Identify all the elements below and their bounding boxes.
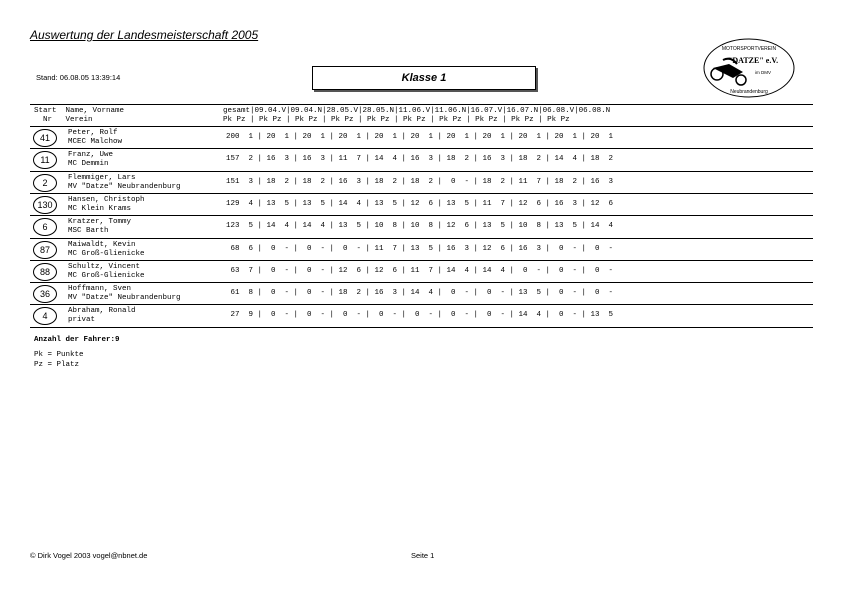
table-row xyxy=(30,216,813,239)
rider-club: MC Groß-Glienicke xyxy=(68,249,145,258)
logo-sub-text: im DMV xyxy=(755,70,771,75)
rider-results: 61 8 | 0 - | 0 - | 18 2 | 16 3 | 14 4 | 0 - | 0 - | 13 5 | 0 - | 0 - xyxy=(226,289,614,298)
rider-club: MCEC Malchow xyxy=(68,138,123,146)
table-row xyxy=(30,172,813,195)
start-number-badge: 6 xyxy=(33,218,57,236)
rider-club: privat xyxy=(68,316,96,325)
start-number-badge: 87 xyxy=(33,241,57,259)
table-row xyxy=(30,194,813,217)
class-title-box xyxy=(312,66,536,90)
rider-results: 68 6 | 0 - | 0 - | 0 - | 11 7 | 13 5 | 16 3 | 12 6 | 16 3 | 0 - | 0 - xyxy=(226,244,614,253)
divider xyxy=(30,327,813,328)
table-row xyxy=(30,261,813,284)
legend-pz: Pz = Platz xyxy=(34,361,80,369)
rider-name: Abraham, Ronald xyxy=(68,307,136,316)
legend-pk: Pk = Punkte xyxy=(34,351,84,359)
rider-club: MC Klein Krams xyxy=(68,204,132,213)
rider-results: 151 3 | 18 2 | 18 2 | 16 3 | 18 2 | 18 2 | 0 - | 18 2 | 11 7 | 18 2 | 16 3 xyxy=(226,177,614,186)
table-row xyxy=(30,283,813,306)
table-row xyxy=(30,305,813,328)
table-row xyxy=(30,239,813,262)
rider-results: 200 1 | 20 1 | 20 1 | 20 1 | 20 1 | 20 1 | 20 1 | 20 1 | 20 1 | 20 1 | 20 1 xyxy=(226,133,614,141)
table-header-line1: Start Name, Vorname gesamt|09.04.V|09.04.N|28.05.V|28.05.N|11.06.V|11.06.N|16.07.V|16.07.N|06.08.V|06.08.N xyxy=(34,107,611,115)
rider-name: Hansen, Christoph xyxy=(68,195,145,204)
document-title: Auswertung der Landesmeisterschaft 2005 xyxy=(30,28,259,42)
start-number-badge: 36 xyxy=(33,285,57,303)
copyright: © Dirk Vogel 2003 vogel@nbnet.de xyxy=(30,551,148,560)
rider-count: Anzahl der Fahrer:9 xyxy=(34,336,120,344)
rider-results: 63 7 | 0 - | 0 - | 12 6 | 12 6 | 11 7 | 14 4 | 14 4 | 0 - | 0 - | 0 - xyxy=(226,266,614,275)
rider-club: MV "Datze" Neubrandenburg xyxy=(68,294,181,303)
rider-results: 27 9 | 0 - | 0 - | 0 - | 0 - | 0 - | 0 - | 0 - | 14 4 | 0 - | 13 5 xyxy=(226,311,614,320)
table-header-line2: Nr Verein Pk Pz | Pk Pz | Pk Pz | Pk Pz | Pk Pz | Pk Pz | Pk Pz | Pk Pz | Pk Pz | Pk Pz xyxy=(34,116,570,124)
rider-name: Franz, Uwe xyxy=(68,151,114,160)
logo-bottom-text: Neubrandenburg xyxy=(730,89,768,95)
divider xyxy=(30,104,813,105)
table-row xyxy=(30,127,813,150)
rider-name: Peter, Rolf xyxy=(68,129,118,137)
start-number-badge: 2 xyxy=(33,174,57,192)
start-number-badge: 41 xyxy=(33,129,57,147)
rider-club: MV "Datze" Neubrandenburg xyxy=(68,182,181,191)
rider-name: Hoffmann, Sven xyxy=(68,285,132,294)
logo-main-text: "DATZE" e.V. xyxy=(727,56,779,65)
start-number-badge: 4 xyxy=(33,307,57,325)
club-logo xyxy=(703,38,795,98)
rider-results: 129 4 | 13 5 | 13 5 | 14 4 | 13 5 | 12 6 | 13 5 | 11 7 | 12 6 | 16 3 | 12 6 xyxy=(226,199,614,208)
rider-name: Maiwaldt, Kevin xyxy=(68,240,136,249)
rider-club: MC Demmin xyxy=(68,160,109,169)
start-number-badge: 130 xyxy=(33,196,57,214)
start-number-badge: 11 xyxy=(33,151,57,169)
timestamp: Stand: 06.08.05 13:39:14 xyxy=(36,73,121,82)
rider-name: Kratzer, Tommy xyxy=(68,218,132,227)
rider-club: MC Groß-Glienicke xyxy=(68,271,145,280)
rider-results: 157 2 | 16 3 | 16 3 | 11 7 | 14 4 | 16 3 | 18 2 | 16 3 | 18 2 | 14 4 | 18 2 xyxy=(226,155,614,164)
rider-results: 123 5 | 14 4 | 14 4 | 13 5 | 10 8 | 10 8 | 12 6 | 13 5 | 10 8 | 13 5 | 14 4 xyxy=(226,222,614,231)
start-number-badge: 88 xyxy=(33,263,57,281)
logo-top-text: MOTORSPORTVEREIN xyxy=(721,46,777,52)
rider-name: Flemmiger, Lars xyxy=(68,173,136,182)
class-title: Klasse 1 xyxy=(401,72,447,84)
rider-club: MSC Barth xyxy=(68,227,109,236)
rider-name: Schultz, Vincent xyxy=(68,262,141,271)
page-number: Seite 1 xyxy=(411,551,435,560)
table-row xyxy=(30,149,813,172)
